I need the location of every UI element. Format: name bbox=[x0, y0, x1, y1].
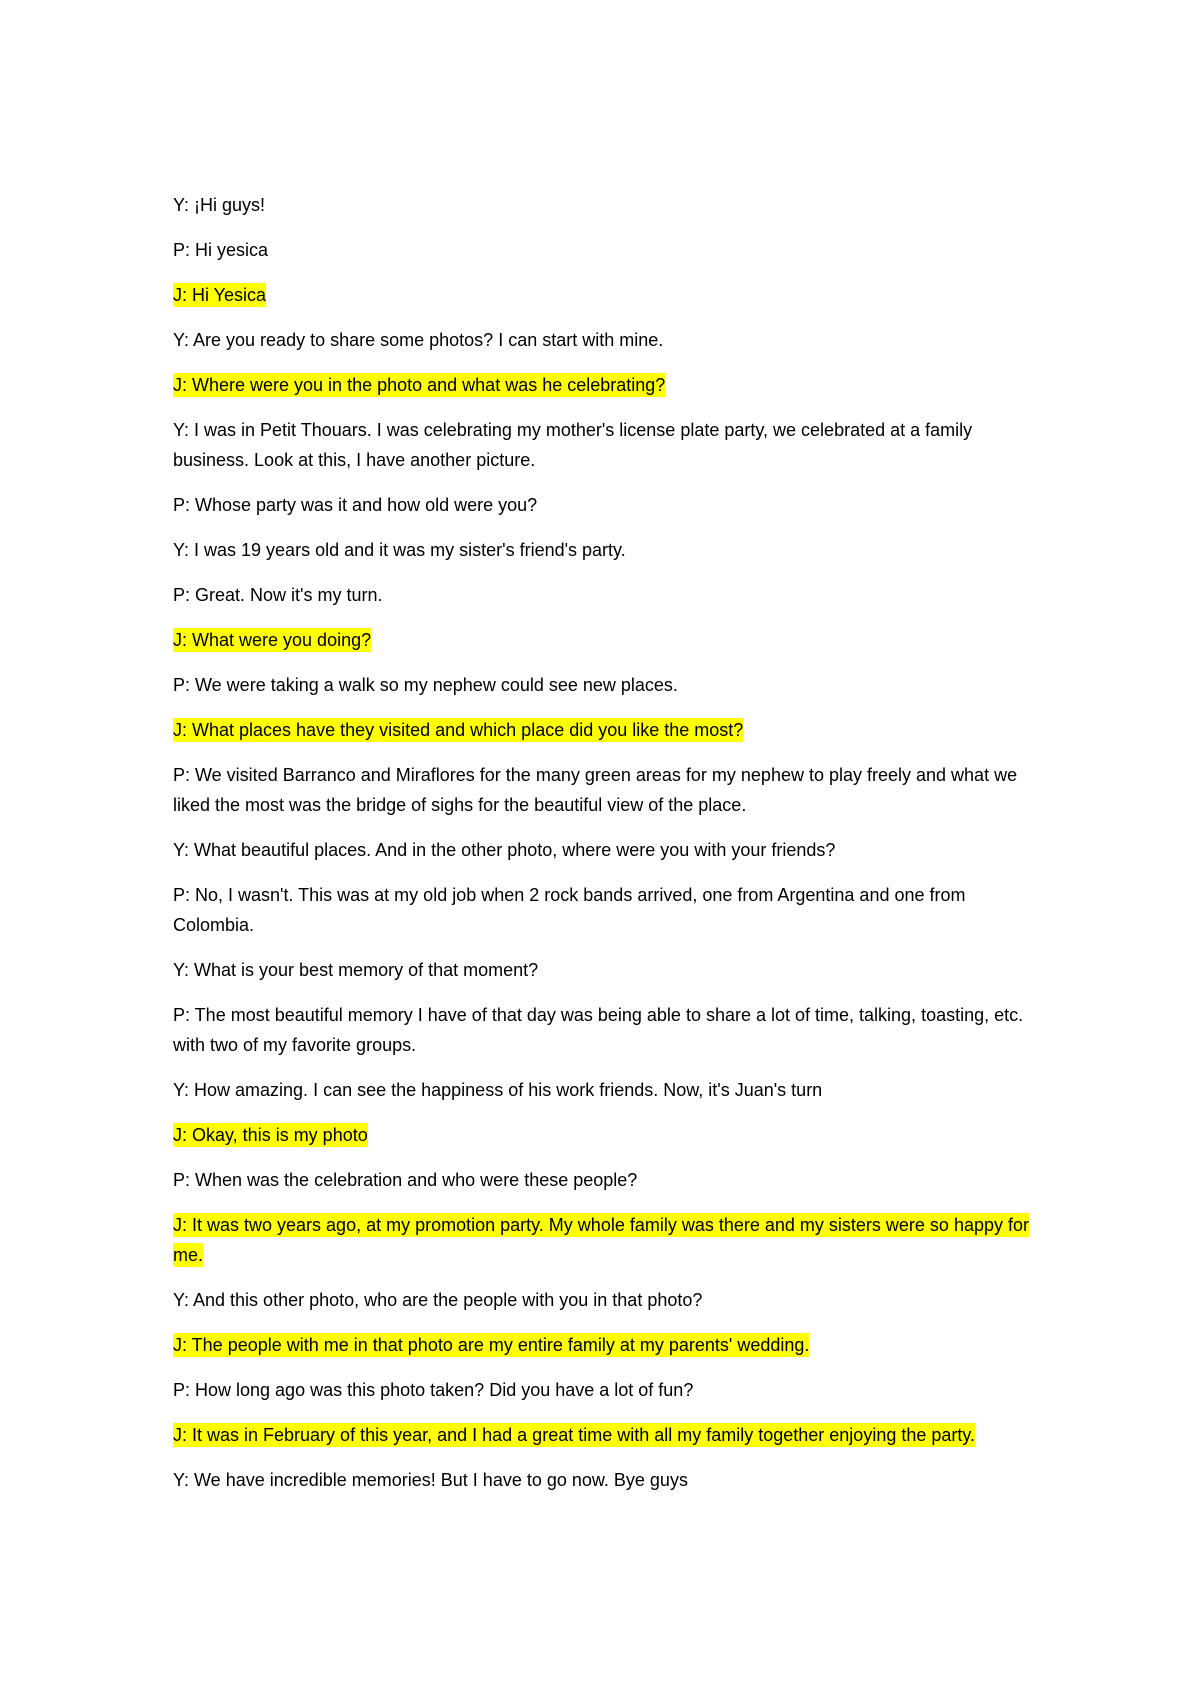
dialogue-line bbox=[173, 235, 1043, 265]
dialogue-line bbox=[173, 370, 1043, 400]
dialogue-line-text: P: We visited Barranco and Miraflores for the many green areas for my nephew to play freely and what we liked the most was the bridge of sighs for the beautiful view of the place. bbox=[173, 765, 1018, 815]
dialogue-line bbox=[173, 1330, 1043, 1360]
dialogue-line bbox=[173, 190, 1043, 220]
dialogue-line-text: Y: We have incredible memories! But I have to go now. Bye guys bbox=[173, 1470, 688, 1490]
dialogue-line-text: J: Hi Yesica bbox=[173, 285, 267, 305]
dialogue-line-text: P: Whose party was it and how old were you? bbox=[173, 495, 538, 515]
dialogue-line-text: Y: How amazing. I can see the happiness of his work friends. Now, it's Juan's turn bbox=[173, 1080, 823, 1100]
dialogue-line-text: Y: ¡Hi guys! bbox=[173, 195, 266, 215]
dialogue-line bbox=[173, 1465, 1043, 1495]
dialogue-line-text: Y: I was 19 years old and it was my sister's friend's party. bbox=[173, 540, 626, 560]
dialogue-line-text: J: It was two years ago, at my promotion party. My whole family was there and my sisters were so happy for me. bbox=[173, 1215, 1029, 1265]
dialogue-line bbox=[173, 670, 1043, 700]
dialogue-line bbox=[173, 955, 1043, 985]
dialogue-line bbox=[173, 1075, 1043, 1105]
dialogue-line bbox=[173, 625, 1043, 655]
dialogue-line bbox=[173, 1375, 1043, 1405]
dialogue-line-text: P: Hi yesica bbox=[173, 240, 269, 260]
dialogue-line bbox=[173, 415, 1043, 475]
dialogue-line bbox=[173, 1285, 1043, 1315]
dialogue-line-text: J: It was in February of this year, and I had a great time with all my family together enjoying the party. bbox=[173, 1425, 976, 1445]
dialogue-line-text: Y: What is your best memory of that moment? bbox=[173, 960, 539, 980]
dialogue-line-text: J: Okay, this is my photo bbox=[173, 1125, 368, 1145]
dialogue-line-text: P: When was the celebration and who were these people? bbox=[173, 1170, 638, 1190]
dialogue-line bbox=[173, 490, 1043, 520]
dialogue-line bbox=[173, 1420, 1043, 1450]
dialogue-line-text: J: What were you doing? bbox=[173, 630, 372, 650]
dialogue-line-text: P: We were taking a walk so my nephew could see new places. bbox=[173, 675, 678, 695]
dialogue-line-text: Y: What beautiful places. And in the other photo, where were you with your friends? bbox=[173, 840, 836, 860]
dialogue-line bbox=[173, 325, 1043, 355]
dialogue-line bbox=[173, 760, 1043, 820]
dialogue-line-text: Y: I was in Petit Thouars. I was celebrating my mother's license plate party, we celebrated at a family business. Look at this, I have another picture. bbox=[173, 420, 973, 470]
dialogue-line bbox=[173, 535, 1043, 565]
dialogue-line-text: P: No, I wasn't. This was at my old job when 2 rock bands arrived, one from Argentina and one from Colombia. bbox=[173, 885, 966, 935]
dialogue-line bbox=[173, 580, 1043, 610]
dialogue-line-text: Y: And this other photo, who are the people with you in that photo? bbox=[173, 1290, 703, 1310]
dialogue-line bbox=[173, 880, 1043, 940]
dialogue-line bbox=[173, 1165, 1043, 1195]
dialogue-line bbox=[173, 835, 1043, 865]
dialogue-line bbox=[173, 1000, 1043, 1060]
dialogue-line-text: Y: Are you ready to share some photos? I can start with mine. bbox=[173, 330, 664, 350]
dialogue-line bbox=[173, 715, 1043, 745]
dialogue-line bbox=[173, 1120, 1043, 1150]
dialogue-line-text: J: Where were you in the photo and what was he celebrating? bbox=[173, 375, 666, 395]
dialogue-line-text: P: The most beautiful memory I have of that day was being able to share a lot of time, talking, toasting, etc. with two of my favorite groups. bbox=[173, 1005, 1024, 1055]
dialogue-line-text: P: Great. Now it's my turn. bbox=[173, 585, 383, 605]
dialogue-line bbox=[173, 1210, 1043, 1270]
dialogue-line bbox=[173, 280, 1043, 310]
dialogue-line-text: J: What places have they visited and which place did you like the most? bbox=[173, 720, 744, 740]
dialogue-line-text: P: How long ago was this photo taken? Did you have a lot of fun? bbox=[173, 1380, 694, 1400]
dialogue bbox=[173, 190, 1043, 1510]
dialogue-line-text: J: The people with me in that photo are my entire family at my parents' wedding. bbox=[173, 1335, 810, 1355]
